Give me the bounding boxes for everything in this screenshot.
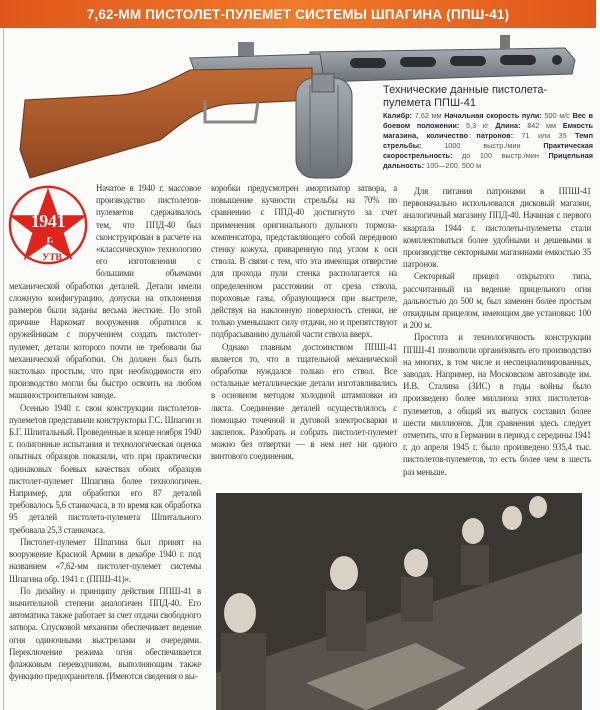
wooden-stock bbox=[20, 68, 312, 178]
paragraph: Для питания патронами в ППШ-41 первоначально использовался дисковый магазин, аналогичный магазину ППД-40. Начиная с первого квартала 1944 г. пистолеты-пулеметы стали комплектоваться более удобными и дешевыми в производстве секторными магазинами емкостью 35 патронов. bbox=[403, 186, 591, 270]
svg-text:УТВ: УТВ bbox=[42, 252, 62, 264]
spec-value: до 100 выстр./мин bbox=[462, 151, 539, 160]
svg-text:г.: г. bbox=[46, 232, 54, 246]
technical-specs bbox=[383, 84, 593, 171]
spec-label: Практическая скорострельность: bbox=[383, 141, 594, 160]
text-column-2 bbox=[211, 182, 397, 463]
paragraph: Осенью 1940 г. свои конструкции пистолетов-пулеметов представили конструкторы Г.С. Шпагин и Б.Г. Шпитальный. Проведенные в конце ноября 1940 г. полигонные испытания и технологическая оценка опытных образцов показали, что при практически одинаковых боевых качествах обоих образцов пистолет-пулемет Шпагина более технологичен. Например, для обработки его 87 деталей требовалось 5,6 станкочаса, в то время как обработка 95 деталей пистолета-пулемета Шпитального требовала 25,3 станкочаса. bbox=[9, 402, 201, 535]
specs-heading: Технические данные пистолета-пулемета ППШ-41 bbox=[383, 84, 548, 109]
text-column-1 bbox=[9, 182, 201, 682]
paragraph: Простота и технологичность конструкции ППШ-41 позволили организовать его производство на многих, в том числе и неспециализированных, заводах. Например, на Московском автозаводе им. И.В. Сталина (ЗИС) в годы войны было произведено более миллиона этих пистолетов-пулеметов, а общий их выпуск составил более шести миллионов. Для сравнения здесь следует отметить, что в Германии в период с середины 1941 г. до апреля 1945 г. было произведено 935,4 тыс. пистолетов-пулеметов, то есть более чем в шесть раз меньше. bbox=[403, 332, 591, 477]
paragraph: коробки предусмотрен амортизатор затвора, а повышение кучности стрельбы на 70% по сравнению с ППД-40 достигнуто за счет применения оригинального дульного тормоза-компенсатора, представляющего собой переднюю стенку кожуха, приваренную под углом к оси ствола. В связи с тем, что эта имеющая отверстие для прохода пули стенка располагается на определенном расстоянии от среза ствола, пороховые газы, образующиеся при выстреле, действуя на наклонную поверхность стенки, не только уменьшают силу отдачи, но и препятствуют подбрасыванию дульной части ствола вверх. bbox=[211, 183, 397, 340]
text-column-3 bbox=[403, 185, 591, 478]
factory-workers-photo bbox=[216, 493, 582, 710]
spec-value: 1000 выстр./мин bbox=[444, 141, 521, 150]
spec-value: 500 м/с bbox=[544, 111, 570, 120]
specs-list bbox=[383, 111, 593, 171]
title-banner bbox=[0, 0, 596, 28]
page-title: 7,62-ММ ПИСТОЛЕТ-ПУЛЕМЕТ СИСТЕМЫ ШПАГИНА (ППШ-41) bbox=[86, 6, 510, 22]
barrel-jacket bbox=[310, 48, 575, 82]
spec-value: 842 мм bbox=[527, 121, 557, 130]
paragraph: Пистолет-пулемет Шпагина был принят на вооружение Красной Армии в декабре 1940 г. под названием «7,62-мм пистолет-пулемет системы Шпагина обр. 1941 г. (ППШ-41)». bbox=[9, 536, 201, 584]
spec-label: Прицельная дальность: bbox=[383, 151, 594, 170]
spec-label: Начальная скорость пули: bbox=[444, 111, 542, 120]
spec-label: Емкость магазина, количество патронов: bbox=[383, 121, 594, 140]
paragraph: По дизайну и принципу действия ППШ-41 в значительной степени аналогичен ППД-40. Его автоматика также работает за счет отдачи свободного затвора. Спусковой механизм обеспечивает ведение огня одиночными выстрелами и очередями. Переключение режима огня обеспечивается флажковым переводчиком, выполняющим также функцию предохранителя. (Имеются сведения о вы- bbox=[9, 585, 201, 682]
spec-value: 71 или 35 bbox=[521, 131, 567, 140]
spec-value: 7,62 мм bbox=[414, 111, 442, 120]
spec-label: Калибр: bbox=[383, 111, 413, 120]
spec-label: Длина: bbox=[495, 121, 521, 130]
spec-value: 100—200, 500 м bbox=[426, 161, 482, 170]
svg-text:1941: 1941 bbox=[30, 210, 66, 231]
spec-value: 5,3 кг bbox=[466, 121, 489, 130]
drum-magazine bbox=[296, 78, 352, 178]
stamp-1941-star bbox=[7, 182, 91, 268]
paragraph: Начатое в 1940 г. массовое производство пистолетов-пулеметов сдерживалось тем, что ППД-40 был сконструирован в расчете на «классическую» технологию его изготовления с большими объемами механической обработки деталей. Детали имели сложную конфигурацию, допуски на отклонения размеров были заданы весьма жесткие. По этой причине Наркомат вооружения обратился к оружейникам с поручением создать пистолет-пулемет, детали которого почти не требовали бы механической обработки. Он должен был быть настолько простым, что при необходимости его производство могли бы быстро освоить на любом машиностроительном заводе. bbox=[9, 183, 201, 401]
paragraph: Однако главным достоинством ППШ-41 является то, что в тщательной механической обработке нуждался только его ствол. Все остальные металлические детали изготавливались в основном методом холодной штамповки из листа. Соединение деталей осуществлялось с помощью точечной и дуговой электросварки и заклепок. Разобрать и собрать пистолет-пулемет можно без отвертки — в нем нет ни одного винтового соединения. bbox=[211, 341, 397, 462]
spec-label: Вес в боевом положении: bbox=[383, 111, 593, 130]
paragraph: Секторный прицел открытого типа, рассчитанный на ведение прицельного огня дальностью до 500 м, был заменен более простым откидным прицелом, имеющим две установки: 100 и 200 м. bbox=[403, 271, 591, 331]
spec-label: Темп стрельбы: bbox=[383, 131, 593, 150]
